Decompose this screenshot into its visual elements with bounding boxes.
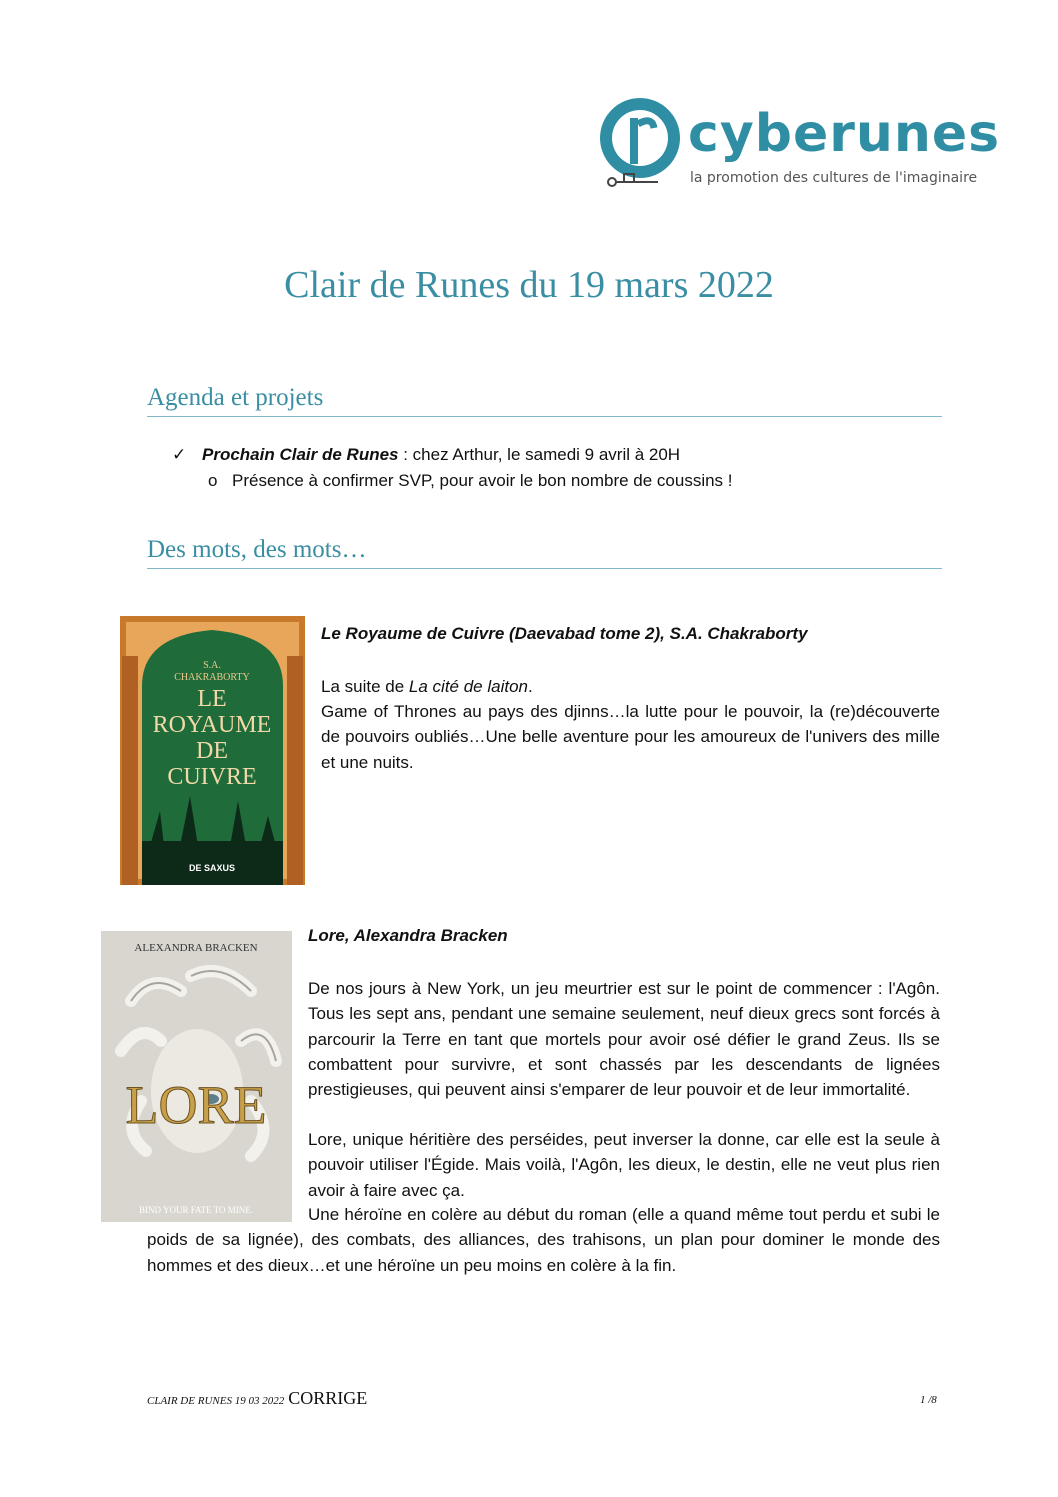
cover-tagline: BIND YOUR FATE TO MINE. <box>139 1205 253 1215</box>
page-title: Clair de Runes du 19 mars 2022 <box>284 264 774 306</box>
section-heading-words: Des mots, des mots… <box>147 536 942 569</box>
book-summary-lore-3: Une héroïne en colère au début du roman (elle a quand même tout perdu et subi le poids de sa lignée), des combats, des alliances, des trahisons, un plan pour dominer le monde des hommes et des dieux…et une héroïne un peu moins en colère à la fin. <box>147 1205 940 1275</box>
book-summary-lore-1: De nos jours à New York, un jeu meurtrier est sur le point de commencer : l'Agôn. Tous les sept ans, pendant une semaine seulement, neuf dieux grecs sont forcés à parcourir la Terre en tant que mortels pour avoir osé défier le grand Zeus. Ils se combattent pour survivre, et sont chassés par les descendants de lignées prestigieuses, qui peuvent ainsi s'emparer de leur pouvoir et de leur immortalité. <box>308 979 940 1100</box>
cover-title: LORE <box>125 1075 267 1135</box>
section-heading-agenda: Agenda et projets <box>147 384 942 417</box>
cover-title-line: LE <box>197 686 227 712</box>
sub-list-item <box>172 468 733 494</box>
footer-doc-label: CLAIR DE RUNES 19 03 2022 CORRIGE <box>147 1388 368 1408</box>
book-cover-lore <box>101 931 292 1222</box>
checkmark-icon: ✓ <box>172 445 187 464</box>
book-title-lore: Lore, Alexandra Bracken <box>308 926 508 945</box>
book-reference-italic: La cité de laiton <box>408 677 528 696</box>
book-intro-royaume: La suite de La cité de laiton. <box>321 677 533 696</box>
cover-title-line: CUIVRE <box>167 764 257 790</box>
book-cover-royaume <box>120 616 305 885</box>
cyberunes-logo <box>596 96 1001 196</box>
cover-publisher: DE SAXUS <box>188 863 236 873</box>
page-number: 1 /8 <box>920 1394 937 1406</box>
circle-bullet-icon: o <box>208 471 218 490</box>
agenda-list <box>172 442 733 494</box>
cover-author-line1: S.A. <box>203 660 221 671</box>
cover-title-line: DE <box>196 738 228 764</box>
rune-r-icon <box>596 96 686 192</box>
cover-author: ALEXANDRA BRACKEN <box>134 942 258 954</box>
list-item <box>172 442 733 468</box>
cover-author-line2: CHAKRABORTY <box>174 672 250 683</box>
agenda-item-bold: Prochain Clair de Runes <box>202 445 399 464</box>
logo-tagline: la promotion des cultures de l'imaginaire <box>690 170 978 186</box>
book-summary-lore-2: Lore, unique héritière des perséides, peut inverser la donne, car elle est la seule à pouvoir utiliser l'Égide. Mais voilà, l'Agôn, les dieux, le destin, elle ne veut plus rien avoir à faire avec ça. <box>308 1130 940 1200</box>
book-title-royaume: Le Royaume de Cuivre (Daevabad tome 2), S.A. Chakraborty <box>321 624 808 643</box>
cover-title-line: ROYAUME <box>152 712 272 738</box>
book-summary-royaume: Game of Thrones au pays des djinns…la lutte pour le pouvoir, la (re)découverte de pouvoirs oubliés…Une belle aventure pour les amoureux de l'univers des mille et une nuits. <box>321 702 940 772</box>
logo-wordmark: cyberunes <box>688 104 1001 164</box>
agenda-item-text: : chez Arthur, le samedi 9 avril à 20H <box>398 445 681 464</box>
sub-item-text: Présence à confirmer SVP, pour avoir le bon nombre de coussins ! <box>232 471 733 490</box>
